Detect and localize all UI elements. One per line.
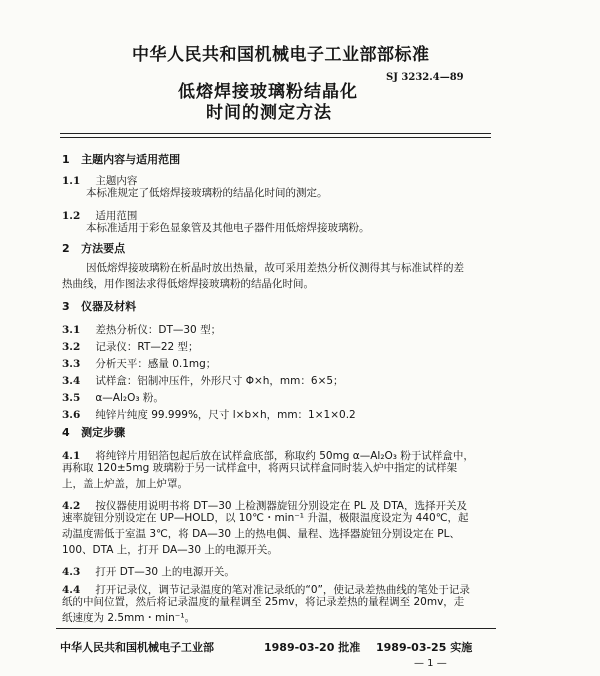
- step-4-2-line2: 速率旋钮分别设定在 UP—HOLD，以 10℃・min⁻¹ 升温，极限温度设定为 440℃，起: [62, 512, 469, 524]
- subsection-title: 主题内容: [95, 175, 138, 187]
- section-2-text-line1: 因低熔焊接玻璃粉在析晶时放出热量，故可采用差热分析仪测得其与标准试样的差: [86, 262, 464, 274]
- item-number: 3.1: [62, 324, 81, 336]
- document-title-line2: 时间的测定方法: [206, 103, 332, 123]
- item-number: 3.6: [62, 409, 81, 421]
- step-number: 4.4: [62, 584, 81, 596]
- item-text: 差热分析仪：DT—30 型；: [95, 324, 222, 336]
- header-rule-top: [60, 133, 491, 134]
- step-4-4-line3: 纸速度为 2.5mm・min⁻¹。: [62, 612, 196, 624]
- step-4-1-line3: 上，盖上炉盖，加上炉罩。: [62, 478, 188, 490]
- section-title: 仪器及材料: [81, 300, 137, 313]
- subsection-1-2-text: 本标准适用于彩色显象管及其他电子器件用低熔焊接玻璃粉。: [86, 222, 370, 234]
- subsection-number: 1.2: [62, 210, 81, 222]
- step-number: 4.3: [62, 566, 81, 578]
- section-4-heading: [62, 424, 125, 440]
- standard-code: SJ 3232.4—89: [386, 72, 464, 83]
- item-number: 3.3: [62, 358, 81, 370]
- item-text: 纯锌片纯度 99.999%，尺寸 l×b×h，mm：1×1×0.2: [95, 409, 356, 421]
- section-3-heading: [62, 298, 136, 314]
- item-number: 3.5: [62, 392, 81, 404]
- step-4-1-line2: 再称取 120±5mg 玻璃粉于另一试样盒中，将两只试样盒同时装入炉中指定的试样架: [62, 462, 458, 474]
- subsection-title: 适用范围: [95, 210, 138, 222]
- step-number: 4.2: [62, 500, 81, 512]
- step-4-4-line2: 纸的中间位置，然后将记录温度的量程调至 25mv，将记录差热的量程调至 20mv，走: [62, 596, 465, 608]
- item-number: 3.4: [62, 375, 81, 387]
- step-text-line1: 按仪器使用说明书将 DT—30 上检测器旋钮分别设定在 PL 及 DTA，选择开关及: [95, 500, 467, 512]
- item-text: 试样盒：铝制冲压件，外形尺寸 Φ×h，mm：6×5；: [95, 375, 344, 387]
- header-rule-bottom: [60, 137, 491, 138]
- section-title: 方法要点: [81, 242, 126, 255]
- subsection-1-1-text: 本标准规定了低熔焊接玻璃粉的结晶化时间的测定。: [86, 187, 328, 199]
- item-3-6: [62, 403, 356, 422]
- section-1-heading: [62, 151, 180, 167]
- item-text: 分析天平：感量 0.1mg；: [95, 358, 217, 370]
- section-2-text-line2: 热曲线，用作图法求得低熔焊接玻璃粉的结晶化时间。: [62, 278, 314, 290]
- step-number: 4.1: [62, 450, 81, 462]
- ministry-heading: 中华人民共和国机械电子工业部部标准: [132, 45, 430, 65]
- section-2-heading: [62, 240, 125, 256]
- section-number: 1: [62, 153, 70, 166]
- step-4-2-line4: 100、DTA 上，打开 DA—30 上的电源开关。: [62, 544, 278, 556]
- document-title-line1: 低熔焊接玻璃粉结晶化: [178, 82, 358, 102]
- page-number: — 1 —: [414, 658, 447, 669]
- step-4-3: [62, 560, 235, 579]
- section-title: 主题内容与适用范围: [81, 153, 181, 166]
- section-number: 2: [62, 242, 70, 255]
- footer-rule: [56, 628, 496, 629]
- item-number: 3.2: [62, 341, 81, 353]
- step-4-2-line3: 动温度需低于室温 3℃，将 DA—30 上的热电偶、量程、选择器旋钮分别设定在 PL、: [62, 528, 460, 540]
- section-title: 测定步骤: [81, 426, 126, 439]
- subsection-number: 1.1: [62, 175, 81, 187]
- step-text: 打开 DT—30 上的电源开关。: [95, 566, 235, 578]
- item-text: 记录仪：RT—22 型；: [95, 341, 199, 353]
- step-text-line1: 打开记录仪，调节记录温度的笔对准记录纸的“0”，使记录差热曲线的笔处于记录: [95, 584, 470, 596]
- implementation-date: 1989-03-25 实施: [376, 641, 473, 654]
- step-text-line1: 将纯锌片用铝箔包起后放在试样盒底部，称取约 50mg α—Al₂O₃ 粉于试样盒中，: [95, 450, 474, 462]
- item-text: α—Al₂O₃ 粉。: [95, 392, 164, 404]
- section-number: 4: [62, 426, 70, 439]
- approval-date: 1989-03-20 批准: [264, 641, 361, 654]
- section-number: 3: [62, 300, 70, 313]
- issuer: 中华人民共和国机械电子工业部: [60, 641, 214, 654]
